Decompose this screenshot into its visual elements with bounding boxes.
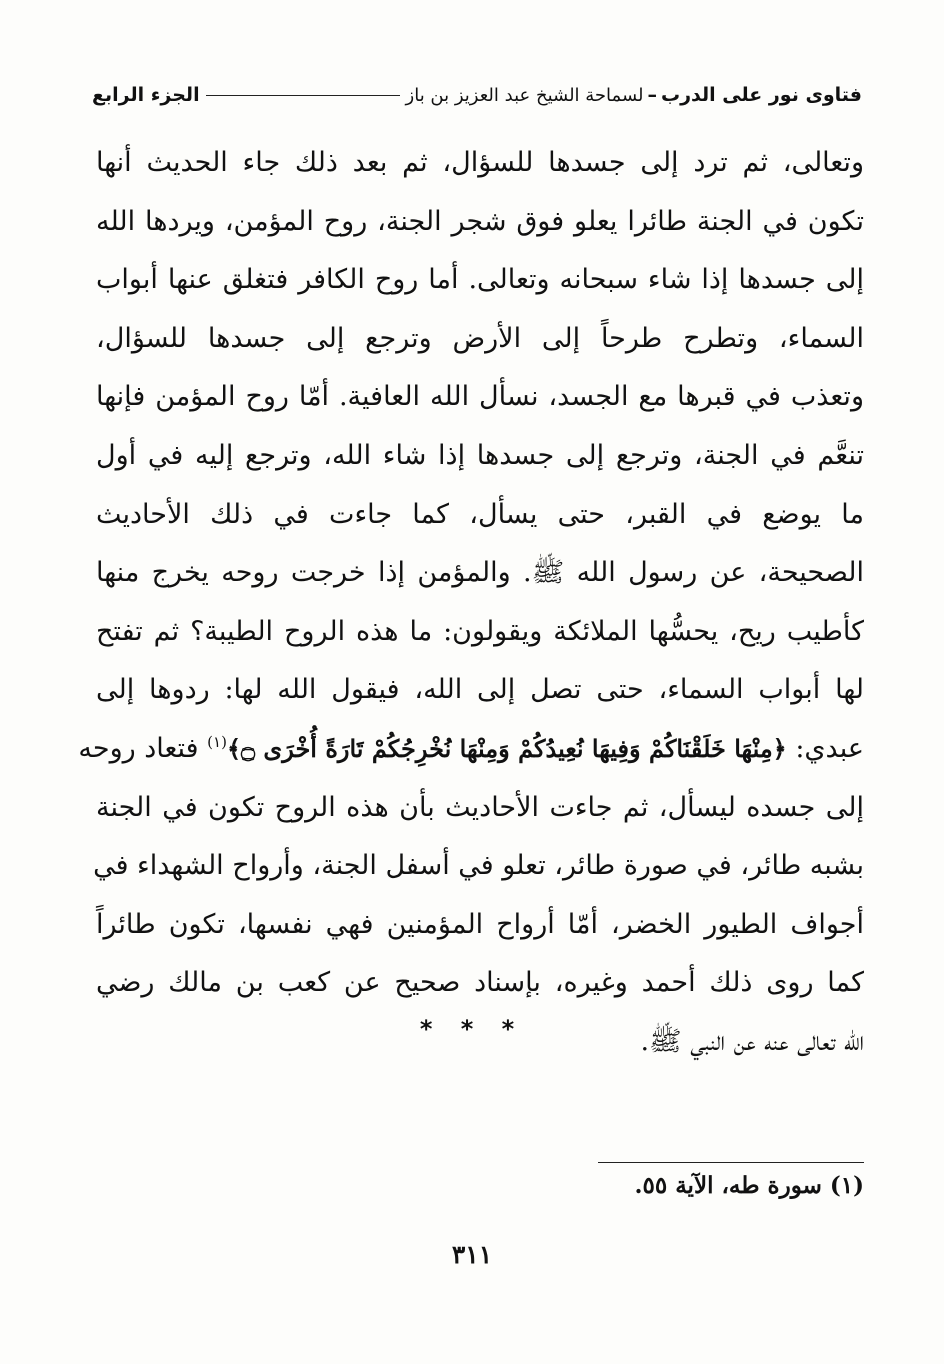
text-line: تنعَّم في الجنة، وترجع إلى جسدها إذا شاء الله، وترجع إليه في أول bbox=[96, 439, 864, 471]
text-line: تكون في الجنة طائرا يعلو فوق شجر الجنة، روح المؤمن، ويردها الله bbox=[96, 205, 864, 237]
header-separator: – bbox=[647, 84, 657, 106]
main-text bbox=[78, 134, 864, 1072]
book-title: فتاوى نور على الدرب bbox=[661, 84, 862, 106]
header-rule bbox=[206, 95, 400, 96]
text-line: ما يوضع في القبر، حتى يسأل، كما جاءت في ذلك الأحاديث bbox=[96, 498, 864, 530]
text-line: بشبه طائر، في صورة طائر، تعلو في أسفل الجنة، وأرواح الشهداء في bbox=[93, 850, 864, 882]
section-break: * * * bbox=[419, 1015, 525, 1043]
footnote-reference[interactable]: (١) bbox=[207, 732, 227, 751]
footnote: (١) سورة طه، الآية ٥٥. bbox=[634, 1172, 864, 1199]
part-label: الجزء الرابع bbox=[92, 84, 200, 106]
quran-line-tail: فتعاد روحه bbox=[78, 732, 199, 764]
quran-verse: ﴿مِنْهَا خَلَقْنَاكُمْ وَفِيهَا نُعِيدُكُمْ وَمِنْهَا نُخْرِجُكُمْ تَارَةً أُخْرَى ۝﴾ bbox=[226, 733, 787, 763]
text-line: وتعالى، ثم ترد إلى جسدها للسؤال، ثم بعد ذلك جاء الحديث أنها bbox=[96, 147, 864, 178]
text-line: إلى جسدها إذا شاء سبحانه وتعالى. أما روح الكافر فتغلق عنها أبواب bbox=[96, 264, 864, 296]
text-line-last: الله تعالى عنه عن النبي ﷺ. bbox=[640, 1025, 864, 1057]
text-line: أجواف الطيور الخضر، أمّا أرواح المؤمنين فهي نفسها، تكون طائراً bbox=[96, 908, 864, 940]
footnote-rule bbox=[598, 1162, 864, 1163]
text-line: وتعذب في قبرها مع الجسد، نسأل الله العافية. أمّا روح المؤمن فإنها bbox=[96, 381, 864, 413]
running-header bbox=[92, 78, 862, 112]
page-number: ٣١١ bbox=[451, 1240, 493, 1269]
text-line: السماء، وتطرح طرحاً إلى الأرض وترجع إلى جسدها للسؤال، bbox=[96, 322, 864, 354]
author-name: لسماحة الشيخ عبد العزيز بن باز bbox=[405, 84, 644, 106]
quran-text-line bbox=[78, 720, 864, 779]
text-line: كما روى ذلك أحمد وغيره، بإسناد صحيح عن كعب بن مالك رضي bbox=[96, 967, 864, 999]
text-line: الصحيحة، عن رسول الله ﷺ. والمؤمن إذا خرجت روحه يخرج منها bbox=[96, 557, 864, 589]
text-line: إلى جسده ليسأل، ثم جاءت الأحاديث بأن هذه الروح تكون في الجنة bbox=[96, 791, 864, 823]
text-line: كأطيب ريح، يحسُّها الملائكة ويقولون: ما هذه الروح الطيبة؟ ثم تفتح bbox=[96, 615, 864, 647]
text-line: لها أبواب السماء، حتى تصل إلى الله، فيقول الله لها: ردوها إلى bbox=[96, 674, 864, 706]
quran-line-lead: عبدي: bbox=[795, 732, 864, 764]
